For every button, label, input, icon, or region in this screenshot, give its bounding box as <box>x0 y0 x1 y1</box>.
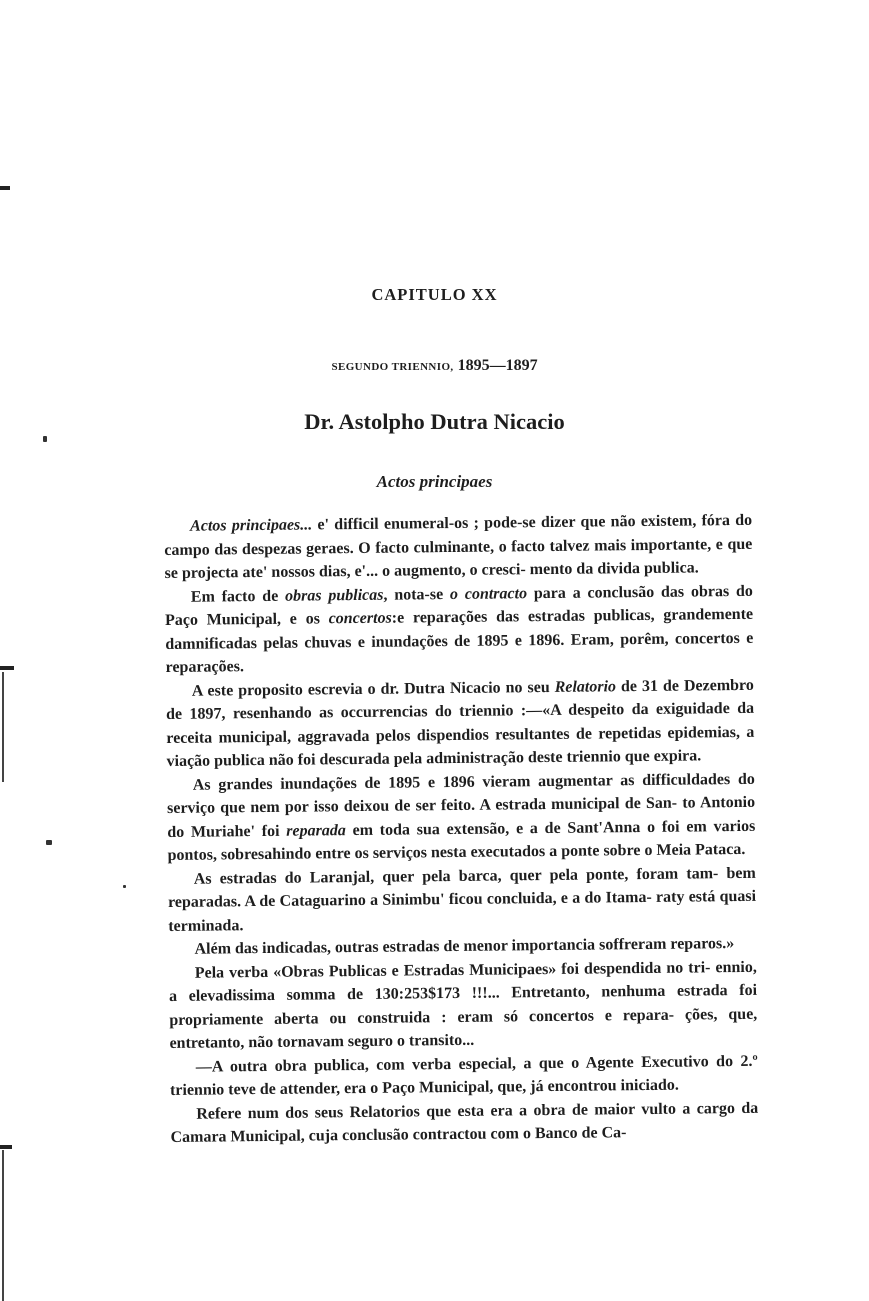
chapter-heading: CAPITULO XX <box>371 285 498 304</box>
paragraph-text: para a conclusão das obras do Paço Municipal, e os <box>165 582 753 629</box>
paragraph-text: e' difficil enumeral-os ; pode-se dizer que não existem, fóra do campo das despezas geraes. O facto culminante, o facto talvez mais importante, e que se projecta ate' nossos dias, e'... o augmento, o cresci- mento da divida publica. <box>164 511 753 582</box>
paragraph-text: de 31 de Dezembro de 1897, resenhando as occurrencias do triennio :—«A despeito da exiguidade da receita municipal, aggravada pelos dispendios resultantes de repetidas epidemias, a viação publica não foi descurada pela administração deste triennio que expira. <box>166 676 755 770</box>
paragraph-text: em toda sua extensão, e a de Sant'Anna o foi em varios pontos, sobresahindo entre os serviços nesta executados a ponte sobre o Meia Pataca. <box>167 817 756 864</box>
paragraph <box>164 509 753 586</box>
paragraph-text: As grandes inundações de 1895 e 1896 vieram augmentar as difficuldades do serviço que nem por isso deixou de ser feito. A estrada municipal de San- to Antonio do Muriahe' foi <box>166 770 756 841</box>
paragraph <box>166 673 755 773</box>
scan-edge-mark <box>2 1150 4 1301</box>
scan-edge-mark <box>2 672 4 782</box>
paragraph: As estradas do Laranjal, quer pela barca, quer pela ponte, foram tam- bem reparadas. A de Cataguarino a Sinimbu' ficou concluida, e a do Itama- raty está quasi terminada. <box>167 864 757 935</box>
paragraph-text: , nota-se <box>383 585 451 604</box>
scan-edge-mark <box>0 1145 12 1149</box>
ink-speck <box>123 885 126 888</box>
section-title: Actos principaes <box>376 472 493 491</box>
person-name-heading: Dr. Astolpho Dutra Nicacio <box>304 409 565 434</box>
italic-term: o contracto <box>449 584 528 603</box>
ink-speck <box>43 436 47 442</box>
subheading-years: 1895—1897 <box>457 357 538 374</box>
subheading-label: SEGUNDO TRIENNIO, <box>331 361 454 373</box>
paragraph: Além das indicadas, outras estradas de menor importancia soffreram reparos.» <box>194 935 735 958</box>
body-text <box>164 509 759 1150</box>
paragraph <box>165 579 754 679</box>
italic-term: reparada <box>286 821 346 840</box>
scan-edge-mark <box>0 186 10 190</box>
period-subheading <box>0 357 869 375</box>
italic-lead: Actos principaes... <box>190 516 313 535</box>
paragraph-text: :e reparações das estradas publicas, grandemente damnificadas pelas chuvas e inundações de 1895 e 1896. Eram, porêm, concertos e reparações. <box>165 605 754 676</box>
paragraph: Refere num dos seus Relatorios que esta era a obra de maior vulto a cargo da Camara Municipal, cuja conclusão contractou com o Banco de Ca- <box>170 1099 759 1146</box>
italic-term: concertos <box>328 609 392 628</box>
paragraph: —A outra obra publica, com verba especial, a que o Agente Executivo do 2.º triennio teve de attender, era o Paço Municipal, que, já encontrou iniciado. <box>169 1052 758 1099</box>
paragraph-text: Em facto de <box>190 587 286 606</box>
paragraph <box>167 767 756 867</box>
italic-term: obras publicas <box>284 586 384 605</box>
paragraph: Pela verba «Obras Publicas e Estradas Municipaes» foi despendida no tri- ennio, a elevadissima somma de 130:253$173 !!!... Entretanto, nenhuma estrada foi propriamente aberta ou construida : eram só concertos e repara- ções, que, entretanto, não tornavam seguro o transito... <box>168 958 758 1052</box>
italic-term: Relatorio <box>554 677 617 696</box>
ink-speck <box>46 840 52 845</box>
scan-edge-mark <box>0 666 14 670</box>
paragraph-text: A este proposito escrevia o dr. Dutra Nicacio no seu <box>191 678 555 700</box>
